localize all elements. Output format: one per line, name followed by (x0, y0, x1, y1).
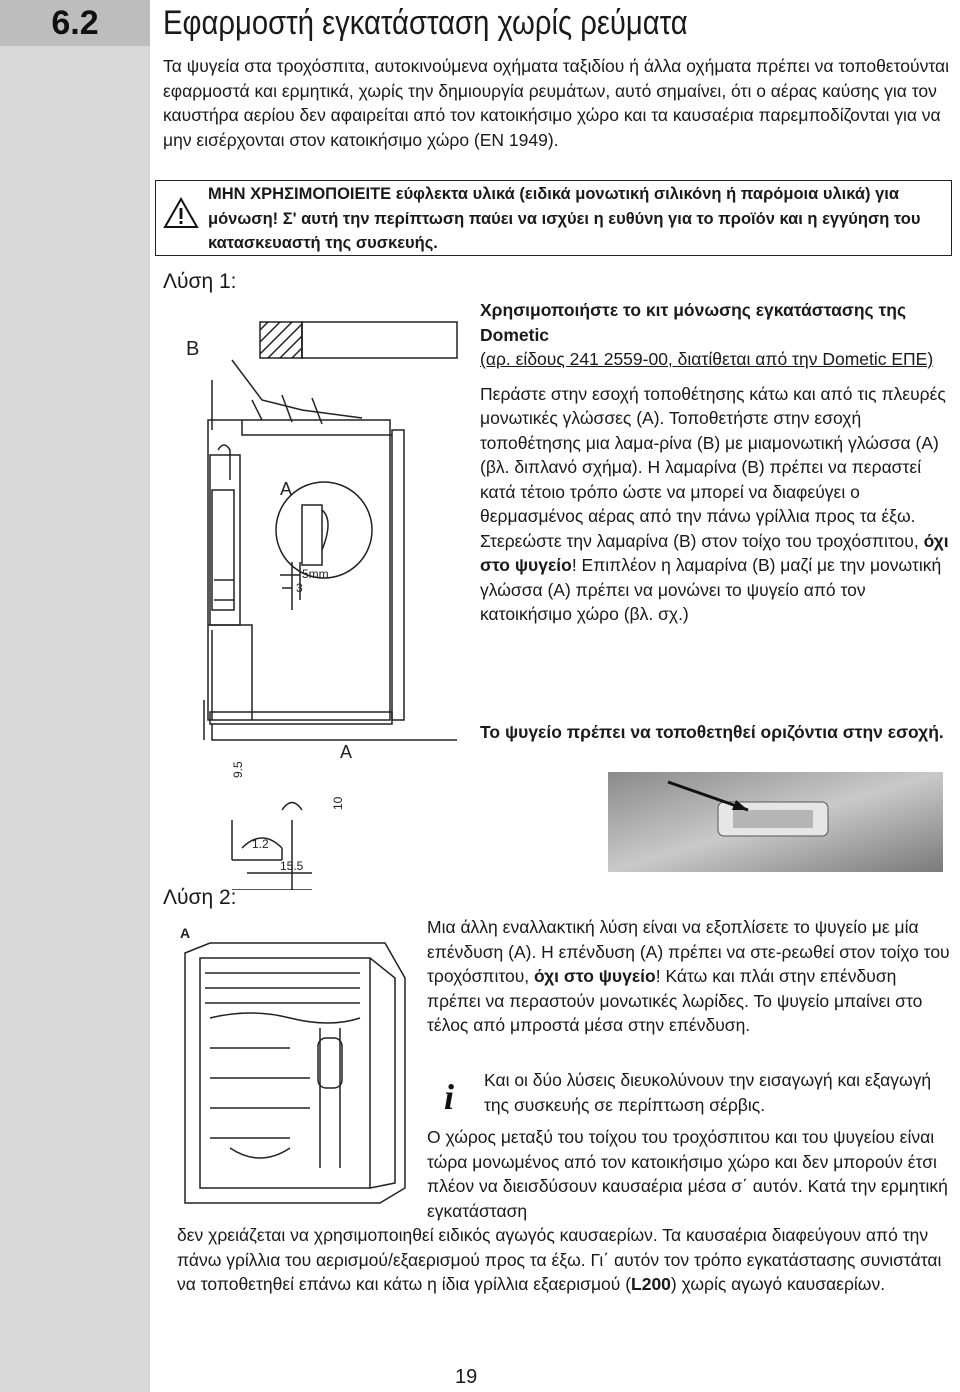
solution2-body-a: Μια άλλη εναλλακτική λύση είναι να εξοπλίσετε το ψυγείο με μία επένδυση (A). Η επένδυση (A) πρέπει να στε-ρεωθεί στον τοίχο του τροχόσπιτου, (427, 917, 950, 986)
svg-text:i: i (444, 1077, 455, 1115)
closing-bold: L200 (631, 1274, 671, 1294)
closing-b2: ) χωρίς αγωγό καυσαερίων. (670, 1274, 886, 1294)
install-note: Το ψυγείο πρέπει να τοποθετηθεί οριζόντια στην εσοχή. (480, 722, 944, 742)
solution1-installation-figure (172, 300, 462, 890)
solution2-text (427, 915, 952, 1038)
fig1-dim-12: 1.2 (252, 837, 269, 851)
solution1-heading: Χρησιμοποιήστε το κιτ μόνωσης εγκατάστασης της Dometic (480, 300, 907, 345)
intro-paragraph: Τα ψυγεία στα τροχόσπιτα, αυτοκινούμενα οχήματα ταξιδίου ή άλλα οχήματα πρέπει να τοποθετούνται εφαρμοστά και ερμητικά, χωρίς την δημιουργία ρευμάτων, αυτό σημαίνει, ότι ο αέρας καύσης για τον καυστήρα αερίου δεν αφαιρείται από τον κατοικήσιμο χώρο και τα καυσαέρια παρεμποδίζονται για να μην εισέρχονται στον κατοικήσιμο χώρο (EN 1949). (163, 56, 949, 150)
solution2-body-bold: όχι στο ψυγείο (534, 966, 656, 986)
closing-paragraph-a: Ο χώρος μεταξύ του τοίχου του τροχόσπιτου και του ψυγείου είναι τώρα μονωμένος από τον κατοικήσιμο χώρο και δεν μπορούν έτσι πλέον να διεισδύσουν καυσαέρια μέσα σ΄ αυτόν. Κατά την ερμητική εγκατάσταση (427, 1127, 948, 1221)
section-title: Εφαρμοστή εγκατάσταση χωρίς ρεύματα (163, 4, 688, 42)
solution1-body-a: Περάστε στην εσοχή τοποθέτησης κάτω και από τις πλευρές μονωτικές γλώσσες (A). Τοποθετήστε στην εσοχή τοποθέτησης μια λαμα-ρίνα (B) με μιαμονωτική γλώσσα (A) (βλ. διπλανό σχήμα). Η λαμαρίνα (B) πρέπει να περαστεί κατά τέτοιο τρόπο ώστε να μπορεί να διαφεύγει ο θερμασμένος αέρας από την πάνω γρίλλια προς τα έξω. Στερεώστε την λαμαρίνα (B) στον τοίχο του τροχόσπιτου, (480, 383, 946, 551)
warning-triangle-icon (163, 197, 199, 229)
warning-box (155, 180, 952, 256)
closing-paragraph-b (177, 1223, 952, 1297)
solution1-body-bold: όχι στο ψυγείο (480, 530, 949, 575)
fig2-label-a: A (180, 925, 191, 941)
fig1-label-b: B (186, 338, 200, 360)
fig1-label-a: A (280, 479, 293, 499)
fig1-dim-10: 10 (331, 796, 345, 810)
solution2-body-b: ! Κάτω και πλάι στην επένδυση πρέπει να περαστούν μονωτικές λωρίδες. Το ψυγείο μπαίνει στο τέλος από μπροστά μέσα στην επένδυση. (427, 966, 923, 1035)
fig1-label-a2: A (340, 742, 353, 762)
fig1-dim-95: 9.5 (231, 761, 245, 778)
solution2-liner-figure (170, 918, 415, 1213)
page-number: 19 (455, 1366, 478, 1388)
section-number: 6.2 (0, 0, 150, 46)
solution1-label: Λύση 1: (163, 270, 237, 293)
fig1-dim-155: 15.5 (280, 859, 304, 873)
solution1-body (480, 382, 950, 627)
info-note: Και οι δύο λύσεις διευκολύνουν την εισαγωγή και εξαγωγή της συσκευής σε περίπτωση σέρβις. (484, 1070, 932, 1115)
solution1-text (480, 298, 950, 627)
solution1-body-b: ! Επιπλέον η λαμαρίνα (B) μαζί με την μονωτική γλώσσα (A) πρέπει να μονώνει το ψυγείο από τον κατοικήσιμο χώρο (βλ. σχ.) (480, 555, 942, 624)
left-margin-strip (0, 46, 150, 1392)
fig1-dim-5mm: 5mm (302, 567, 329, 581)
horizontal-install-photo (608, 772, 943, 872)
info-i-icon (432, 1075, 472, 1115)
fig1-dim-3: 3 (296, 581, 303, 595)
solution2-label: Λύση 2: (163, 886, 237, 909)
closing-b1: δεν χρειάζεται να χρησιμοποιηθεί ειδικός αγωγός καυσαερίων. Τα καυσαέρια διαφεύγουν από την πάνω γρίλλια του αερισμού/εξαερισμού προς τα έξω. Γι΄ αυτόν τον τρόπο εγκατάστασης συνιστάται να τοποθετηθεί επάνω και κάτω η ίδια γρίλλια εξαερισμού ( (177, 1225, 942, 1294)
warning-text: ΜΗΝ ΧΡΗΣΙΜΟΠΟΙΕΙΤΕ εύφλεκτα υλικά (ειδικά μονωτική σιλικόνη ή παρόμοια υλικά) για μόνωση! Σ' αυτή την περίπτωση παύει να ισχύει η ευθύνη για το προϊόν και η εγγύηση του κατασκευαστή της συσκευής. (208, 185, 921, 252)
solution1-article: (αρ. είδους 241 2559-00, διατίθεται από την Dometic ΕΠΕ) (480, 349, 934, 369)
